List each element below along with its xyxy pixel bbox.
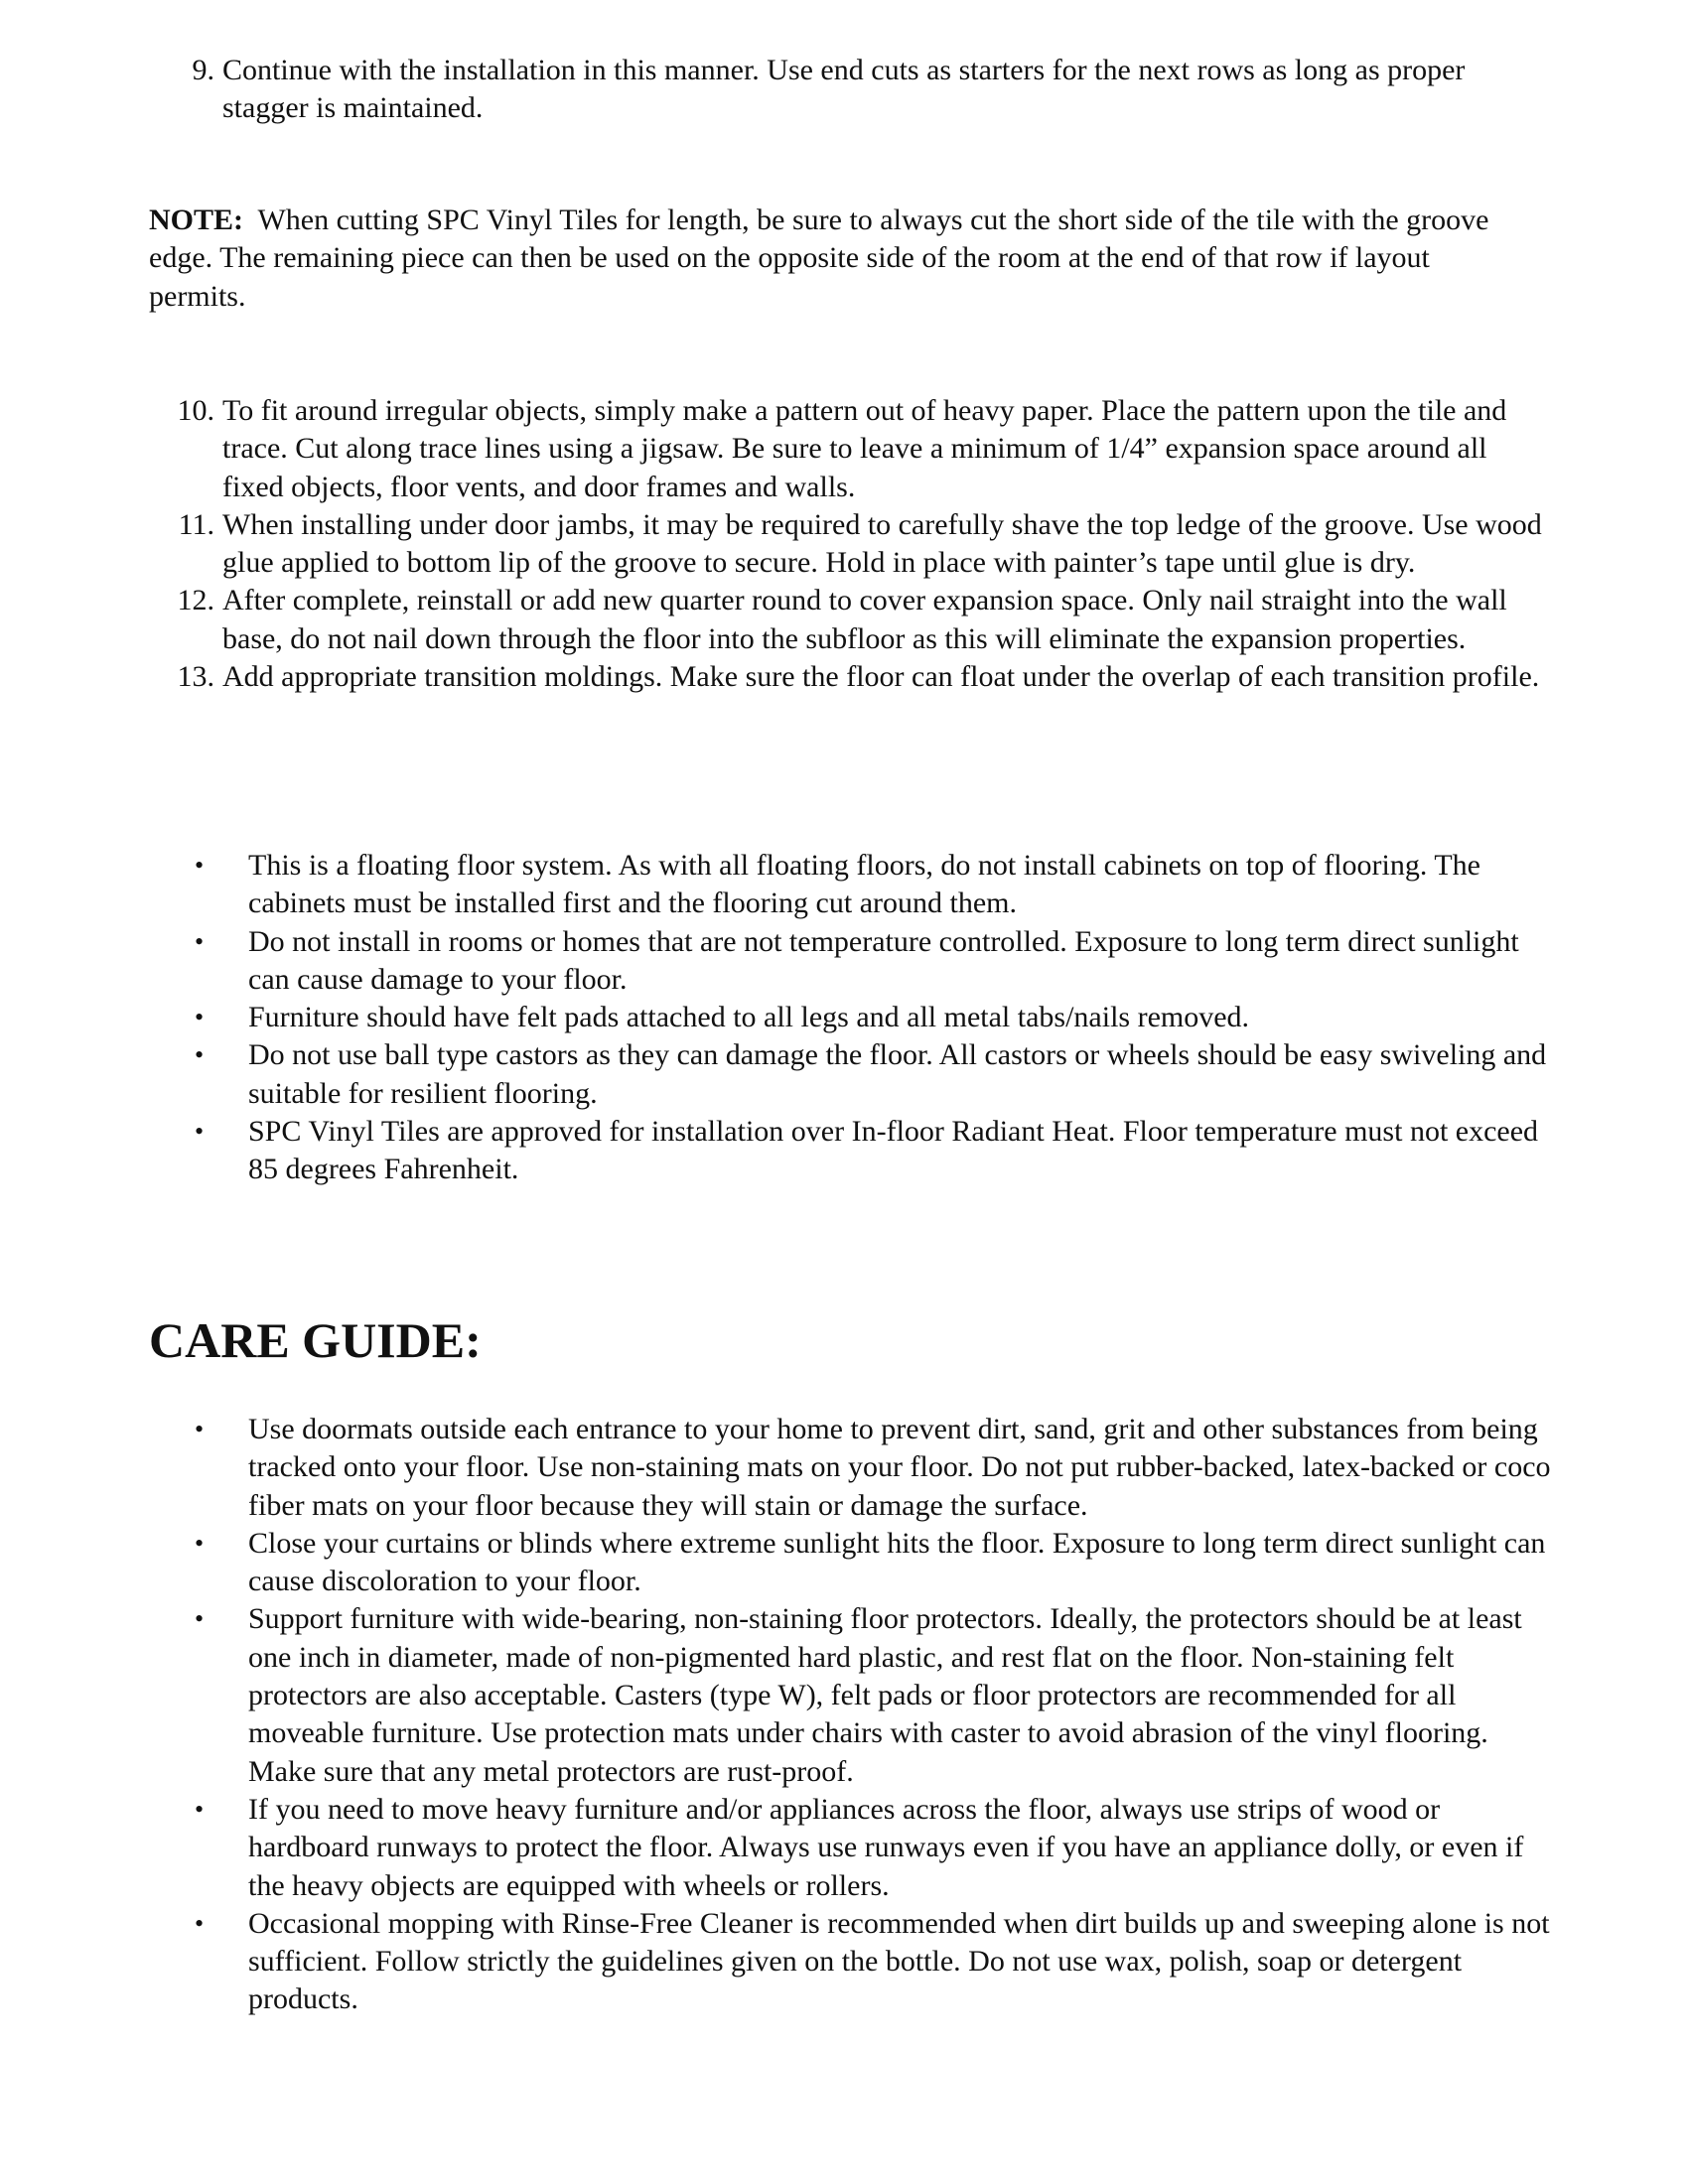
step-number: 10.	[177, 394, 214, 427]
list-item-text: Do not use ball type castors as they can damage the floor. All castors or wheels should be easy swiveling and suitable for resilient flooring.	[248, 1038, 1547, 1110]
step-text: To fit around irregular objects, simply make a pattern out of heavy paper. Place the pattern upon the tile and trace. Cut along trace lines using a jigsaw. Be sure to leave a minimum of 1/4” expansion space around all fixed objects, floor vents, and door frames and walls.	[222, 394, 1507, 503]
bullet-icon: •	[195, 1040, 205, 1070]
list-item-text: Do not install in rooms or homes that are not temperature controlled. Exposure to long term direct sunlight can cause damage to your floor.	[248, 924, 1519, 996]
list-item-text: SPC Vinyl Tiles are approved for installation over In-floor Radiant Heat. Floor temperature must not exceed 85 degrees Fahrenheit.	[248, 1115, 1539, 1186]
list-item-text: Occasional mopping with Rinse-Free Cleaner is recommended when dirt builds up and sweeping alone is not sufficient. Follow strictly the guidelines given on the bottle. Do not use wax, polish, soap or detergent products.	[248, 1906, 1550, 2016]
bullet-icon: •	[195, 851, 205, 880]
list-item-text: If you need to move heavy furniture and/or appliances across the floor, always use strips of wood or hardboard runways to protect the floor. Always use runways even if you have an appliance dolly, or even if the heavy objects are equipped with wheels or rollers.	[248, 1792, 1524, 1902]
list-item	[149, 847, 1559, 923]
list-item	[149, 999, 1559, 1036]
step-number: 9.	[192, 54, 214, 86]
list-item	[149, 1411, 1559, 1525]
bullet-icon: •	[195, 1117, 205, 1147]
step-number: 12.	[177, 584, 214, 617]
step-item	[149, 392, 1549, 506]
list-item	[149, 1791, 1559, 1905]
note-text: When cutting SPC Vinyl Tiles for length, be sure to always cut the short side of the tile with the groove edge. The remaining piece can then be used on the opposite side of the room at the end of that row if layout permits.	[149, 204, 1489, 313]
note-label: NOTE:	[149, 204, 244, 236]
list-item	[149, 1036, 1559, 1113]
step-text: Continue with the installation in this manner. Use end cuts as starters for the next rows as long as proper stagger is maintained.	[222, 54, 1466, 125]
list-item-text: Furniture should have felt pads attached to all legs and all metal tabs/nails removed.	[248, 1001, 1250, 1034]
step-item	[149, 52, 1549, 128]
bullet-icon: •	[195, 1528, 205, 1558]
step-item	[149, 506, 1549, 583]
care-guide-heading: CARE GUIDE:	[149, 1312, 482, 1368]
step-9-list	[149, 52, 1549, 128]
care-guide-list	[149, 1411, 1559, 2019]
step-text: After complete, reinstall or add new quarter round to cover expansion space. Only nail straight into the wall base, do not nail down through the floor into the subfloor as this will eliminate the expansion properties.	[222, 584, 1507, 655]
list-item	[149, 923, 1559, 1000]
install-notes-list	[149, 847, 1559, 1189]
bullet-icon: •	[195, 1908, 205, 1938]
note-paragraph	[149, 202, 1529, 316]
list-item	[149, 1113, 1559, 1189]
bullet-icon: •	[195, 1415, 205, 1443]
step-number: 11.	[178, 507, 214, 541]
list-item-text: Use doormats outside each entrance to your home to prevent dirt, sand, grit and other substances from being tracked onto your floor. Use non-staining mats on your floor. Do not put rubber-backed, latex-backed or coco fiber mats on your floor because they will stain or damage the surface.	[248, 1413, 1551, 1522]
list-item-text: Close your curtains or blinds where extreme sunlight hits the floor. Exposure to long term direct sunlight can cause discoloration to your floor.	[248, 1526, 1546, 1598]
steps-list	[149, 392, 1549, 696]
step-text: When installing under door jambs, it may be required to carefully shave the top ledge of the groove. Use wood glue applied to bottom lip of the groove to secure. Hold in place with painter’s tape until glue is dry.	[222, 507, 1542, 580]
list-item	[149, 1525, 1559, 1601]
list-item-text: Support furniture with wide-bearing, non-staining floor protectors. Ideally, the protectors should be at least one inch in diameter, made of non-pigmented hard plastic, and rest flat on the floor. Non-staining felt protectors are also acceptable. Casters (type W), felt pads or floor protectors are recommended for all moveable furniture. Use protection mats under chairs with caster to avoid abrasion of the vinyl flooring. Make sure that any metal protectors are rust-proof.	[248, 1602, 1522, 1788]
step-text: Add appropriate transition moldings. Make sure the floor can float under the overlap of each transition profile.	[222, 660, 1540, 694]
list-item	[149, 1905, 1559, 2019]
list-item	[149, 1600, 1559, 1790]
step-number: 13.	[177, 660, 214, 694]
bullet-icon: •	[195, 1794, 205, 1824]
bullet-icon: •	[195, 1003, 205, 1032]
bullet-icon: •	[195, 1604, 205, 1634]
list-item-text: This is a floating floor system. As with all floating floors, do not install cabinets on top of flooring. The cabinets must be installed first and the flooring cut around them.	[248, 849, 1480, 920]
bullet-icon: •	[195, 926, 205, 956]
step-item	[149, 658, 1549, 696]
step-item	[149, 582, 1549, 658]
